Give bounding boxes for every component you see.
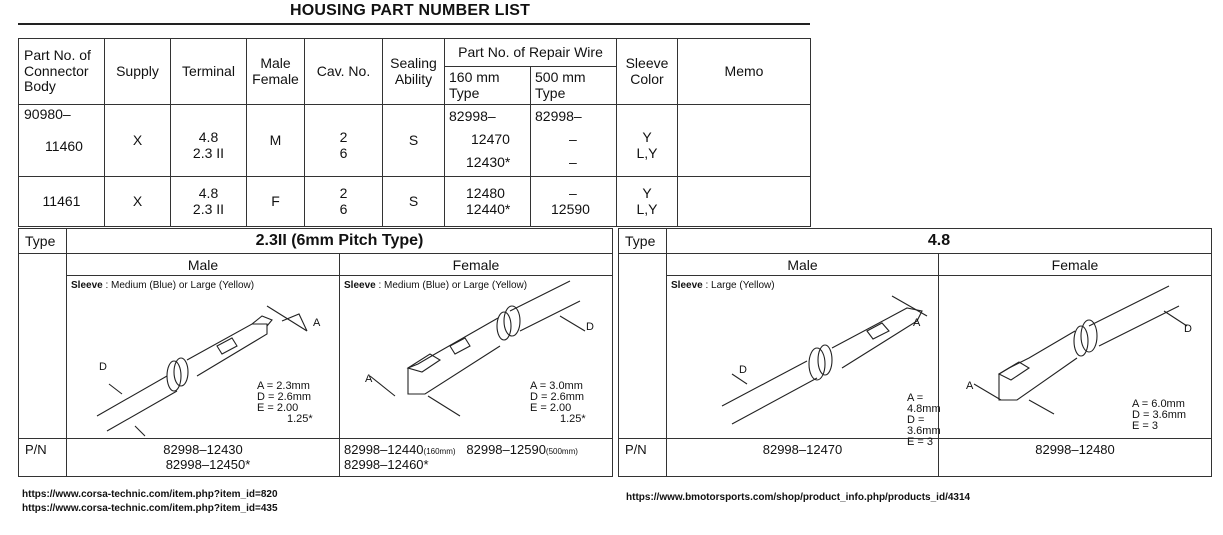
- part-number: 11461: [19, 177, 105, 227]
- male-terminal-diagram: [667, 276, 941, 448]
- cav-value: 6: [339, 200, 348, 217]
- sealing-cell: S: [383, 105, 445, 177]
- type-label: Type: [619, 229, 667, 254]
- sealing-cell: S: [383, 177, 445, 227]
- wire-value: 12480: [466, 184, 505, 201]
- terminal-value: 4.8: [198, 128, 219, 145]
- terminal-value: 2.3 II: [192, 200, 225, 217]
- type-heading: 4.8: [667, 229, 1212, 254]
- source-link[interactable]: https://www.corsa-technic.com/item.php?item_id=820: [22, 489, 278, 500]
- supply-cell: X: [105, 105, 171, 177]
- male-female-cell: M: [247, 105, 305, 177]
- sleeve-value: Y: [642, 184, 652, 201]
- header-male-female: Male Female: [247, 39, 305, 105]
- female-heading: Female: [340, 254, 613, 276]
- table-row: [19, 177, 811, 227]
- dimension-callout: D: [1184, 323, 1192, 335]
- dimension-callout: A: [365, 373, 373, 385]
- memo-cell: [678, 177, 811, 227]
- supply-cell: X: [105, 177, 171, 227]
- wire-value: –: [569, 184, 577, 201]
- header-repair-wire: Part No. of Repair Wire: [445, 39, 617, 67]
- terminal-type-table-48: [618, 228, 1212, 477]
- sleeve-note: Sleeve : Medium (Blue) or Large (Yellow): [344, 280, 528, 291]
- part-number: 11460: [45, 137, 83, 154]
- header-sealing: Sealing Ability: [383, 39, 445, 105]
- dimension-callout: A: [313, 317, 321, 329]
- type-heading: 2.3II (6mm Pitch Type): [67, 229, 613, 254]
- female-terminal-diagram: [939, 276, 1212, 439]
- female-dimensions: A = 3.0mm D = 2.6mm E = 2.00 1.25*: [530, 380, 586, 425]
- housing-part-table: [18, 38, 811, 227]
- wire-value: 12440*: [466, 200, 511, 217]
- male-part-numbers: 82998–12470: [667, 439, 939, 477]
- header-terminal: Terminal: [171, 39, 247, 105]
- memo-cell: [678, 105, 811, 177]
- header-supply: Supply: [105, 39, 171, 105]
- female-terminal-diagram: [340, 276, 613, 439]
- source-link[interactable]: https://www.bmotorsports.com/shop/product_info.php/products_id/4314: [626, 492, 971, 503]
- dimension-callout: D: [739, 364, 747, 376]
- male-terminal-drawing: [667, 276, 939, 439]
- header-sleeve-color: Sleeve Color: [617, 39, 678, 105]
- type-label: Type: [19, 229, 67, 254]
- header-part-no: Part No. of Connector Body: [19, 39, 105, 105]
- male-heading: Male: [667, 254, 939, 276]
- wire-value: 12590: [551, 200, 590, 217]
- pn-label: P/N: [619, 439, 667, 477]
- sleeve-value: Y: [642, 128, 652, 145]
- female-part-numbers: 82998–12480: [939, 439, 1212, 477]
- female-dimensions: A = 6.0mm D = 3.6mm E = 3: [1132, 398, 1187, 432]
- wire-value: –: [569, 154, 577, 170]
- dimension-callout: D: [586, 321, 594, 333]
- header-memo: Memo: [678, 39, 811, 105]
- wire-value: 12470: [471, 131, 510, 147]
- male-dimensions: A = 2.3mm D = 2.6mm E = 2.00 1.25*: [257, 380, 313, 425]
- pn-label: P/N: [19, 439, 67, 477]
- table-row: [19, 105, 811, 177]
- header-wire-160: 160 mm Type: [445, 67, 531, 105]
- dimension-callout: A: [966, 380, 974, 392]
- terminal-value: 4.8: [198, 184, 219, 201]
- page-title: HOUSING PART NUMBER LIST: [290, 2, 531, 19]
- dimension-callout: D: [99, 361, 107, 373]
- male-dimensions: A = 4.8mm D = 3.6mm E = 3: [907, 392, 941, 448]
- cav-value: 2: [339, 184, 348, 201]
- male-terminal-diagram: [67, 276, 340, 439]
- cav-value: 6: [339, 144, 348, 161]
- male-part-numbers: 82998–12430 82998–12450*: [67, 439, 340, 477]
- dimension-callout: A: [913, 317, 921, 329]
- female-part-numbers: 82998–12440(160mm) 82998–12590(500mm) 82998–12460*: [340, 439, 613, 477]
- wire-prefix: 82998–: [535, 108, 582, 124]
- sleeve-note: Sleeve : Medium (Blue) or Large (Yellow): [71, 280, 255, 291]
- female-heading: Female: [939, 254, 1212, 276]
- terminal-value: 2.3 II: [192, 144, 225, 161]
- part-prefix: 90980–: [24, 106, 71, 122]
- wire-value: 12430*: [466, 154, 511, 170]
- sleeve-note: Sleeve : Large (Yellow): [671, 280, 775, 291]
- sleeve-value: L,Y: [636, 200, 658, 217]
- wire-prefix: 82998–: [449, 108, 496, 124]
- wire-value: –: [569, 131, 577, 147]
- header-cav-no: Cav. No.: [305, 39, 383, 105]
- sleeve-value: L,Y: [636, 144, 658, 161]
- source-link[interactable]: https://www.corsa-technic.com/item.php?item_id=435: [22, 503, 278, 514]
- title-divider: [18, 23, 810, 25]
- terminal-type-table-23: [18, 228, 613, 477]
- header-wire-500: 500 mm Type: [531, 67, 617, 105]
- cav-value: 2: [339, 128, 348, 145]
- male-heading: Male: [67, 254, 340, 276]
- male-female-cell: F: [247, 177, 305, 227]
